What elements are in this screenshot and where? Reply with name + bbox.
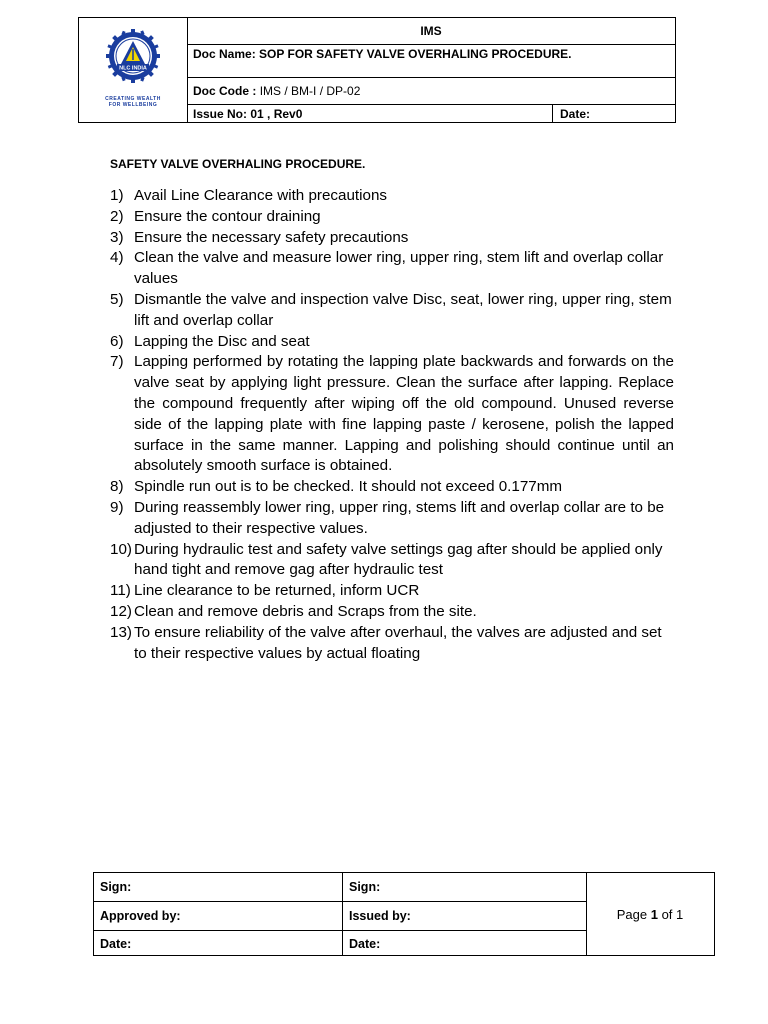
- step-text: Clean and remove debris and Scraps from the site.: [134, 602, 477, 620]
- step-text: Line clearance to be returned, inform UCR: [134, 582, 420, 600]
- page-prefix: Page: [616, 906, 648, 922]
- step-text: During reassembly lower ring, upper ring, stems lift and overlap collar are to be adjusted to their respective values.: [134, 498, 665, 537]
- footer-divider: [94, 930, 586, 931]
- procedure-step: [110, 207, 674, 228]
- step-text: Avail Line Clearance with precautions: [134, 187, 387, 204]
- doc-code-label: Doc Code :: [193, 84, 257, 98]
- doc-name-label: Doc Name:: [193, 47, 256, 61]
- page-indicator: [586, 873, 714, 955]
- step-text: To ensure reliability of the valve after overhaul, the valves are adjusted and set to their respective values by actual floating: [134, 623, 662, 662]
- procedure-step: [110, 602, 674, 623]
- issue-number: Issue No: 01 , Rev0: [193, 107, 303, 121]
- step-text: Spindle run out is to be checked. It should not exceed 0.177mm: [134, 478, 563, 496]
- sign-label-1: Sign:: [100, 880, 132, 894]
- logo-name: NLC INDIA: [119, 65, 147, 72]
- logo-tagline-2: FOR WELLBEING: [108, 102, 158, 108]
- step-number: 3): [110, 228, 124, 246]
- step-number: 8): [110, 478, 124, 496]
- step-text: Ensure the contour draining: [134, 207, 321, 225]
- step-text: Lapping the Disc and seat: [134, 332, 310, 350]
- procedure-title: SAFETY VALVE OVERHALING PROCEDURE.: [110, 157, 366, 171]
- logo-tagline-1: CREATING WEALTH: [105, 96, 161, 102]
- step-number: 12): [110, 602, 132, 620]
- procedure-step: [110, 186, 674, 207]
- step-number: 10): [110, 540, 132, 558]
- system-name-row: [187, 18, 675, 45]
- procedure-step: [110, 498, 674, 540]
- logo-cell: [79, 18, 188, 122]
- procedure-step: [110, 352, 674, 477]
- step-number: 4): [110, 249, 124, 267]
- procedure-step: [110, 228, 674, 249]
- step-number: 2): [110, 207, 124, 225]
- issued-by-label: Issued by:: [349, 909, 411, 923]
- step-text: During hydraulic test and safety valve settings gag after should be applied only hand tight and remove gag after hydraulic test: [134, 540, 663, 579]
- nlc-india-logo: [79, 20, 187, 100]
- page-number: 1: [650, 906, 658, 922]
- procedure-step: [110, 581, 674, 602]
- logo-tagline: [79, 96, 187, 108]
- footer-date-label-1: Date:: [100, 937, 132, 951]
- doc-code-value: IMS / BM-I / DP-02: [259, 84, 361, 98]
- approved-by-label: Approved by:: [100, 909, 181, 923]
- step-number: 1): [110, 187, 124, 204]
- step-text: Dismantle the valve and inspection valve Disc, seat, lower ring, upper ring, stem lift and overlap collar: [134, 290, 672, 329]
- procedure-step: [110, 623, 674, 665]
- step-text: Ensure the necessary safety precautions: [134, 228, 409, 246]
- footer-date-label-2: Date:: [349, 937, 381, 951]
- step-number: 6): [110, 332, 124, 350]
- procedure-step: [110, 290, 674, 332]
- approval-footer-table: [93, 872, 715, 956]
- doc-name-value: SOP FOR SAFETY VALVE OVERHALING PROCEDURE.: [259, 47, 572, 61]
- procedure-step: [110, 332, 674, 353]
- footer-divider: [94, 901, 586, 902]
- procedure-steps-list: [110, 186, 674, 664]
- procedure-step: [110, 540, 674, 582]
- procedure-step: [110, 477, 674, 498]
- step-number: 11): [110, 582, 131, 600]
- step-number: 7): [110, 353, 124, 371]
- header-date-label: Date:: [552, 105, 675, 123]
- step-number: 9): [110, 498, 124, 516]
- doc-name-row: [187, 45, 675, 78]
- procedure-step: [110, 248, 674, 290]
- step-text: Clean the valve and measure lower ring, upper ring, stem lift and overlap collar values: [134, 249, 664, 288]
- document-header-table: [78, 17, 676, 123]
- step-number: 5): [110, 290, 124, 308]
- doc-code-row: [187, 78, 675, 105]
- issue-row: [187, 105, 675, 123]
- step-text: Lapping performed by rotating the lapping plate backwards and forwards on the valve seat by applying light pressure. Clean the surface after lapping. Replace the compound frequently after wiping off the old compound. Unused reverse side of the lapping plate with fine lapping paste / kerosene, polish the lapped surface in the same manner. Lapping and polishing should continue until an absolutely smooth surface is obtained.: [134, 353, 674, 475]
- system-name: IMS: [420, 24, 442, 38]
- step-number: 13): [110, 623, 132, 641]
- page-suffix: of 1: [661, 906, 684, 922]
- sign-label-2: Sign:: [349, 880, 381, 894]
